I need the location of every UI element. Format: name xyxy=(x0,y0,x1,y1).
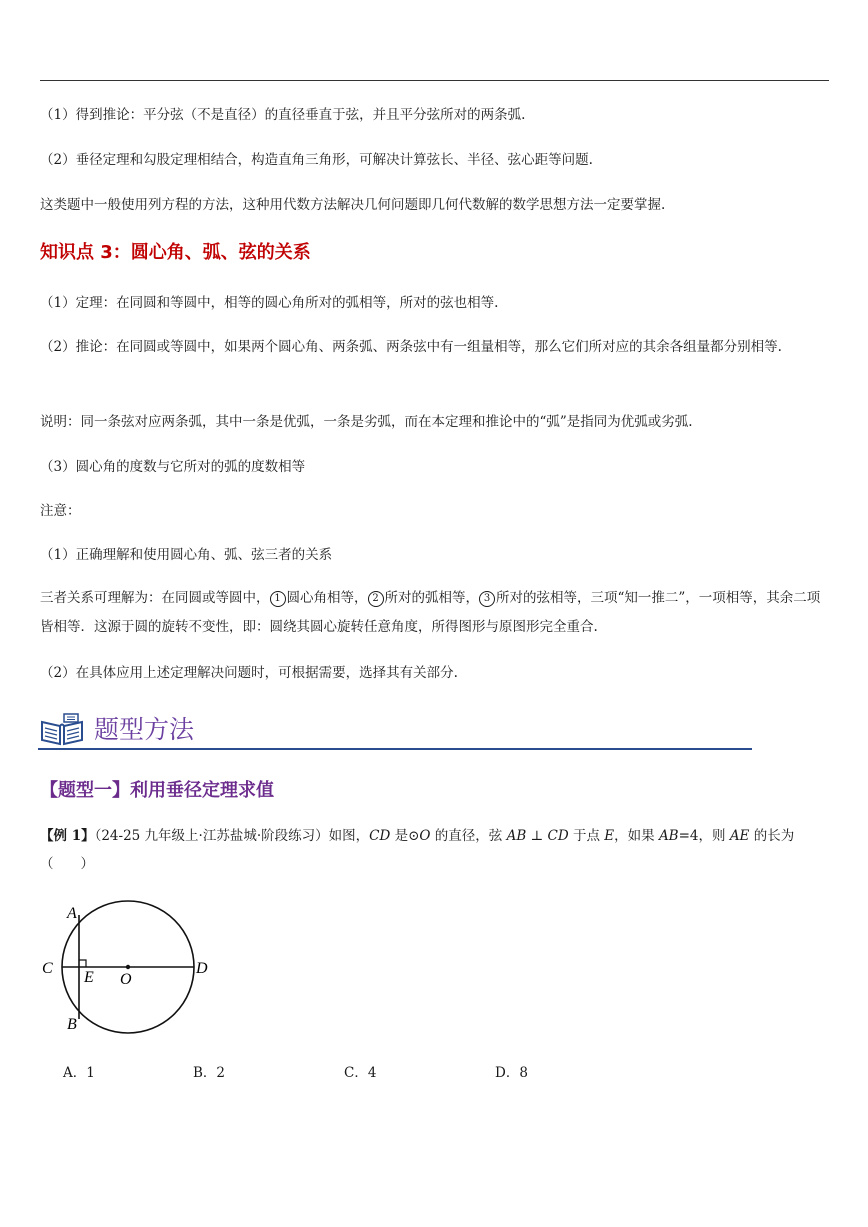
label-e: E xyxy=(84,969,94,986)
paragraph-degree: （3）圆心角的度数与它所对的弧的度数相等 xyxy=(40,459,306,475)
circled-number-3: 3 xyxy=(479,591,495,607)
right-angle-mark xyxy=(79,960,86,967)
circle-diagram xyxy=(40,896,230,1036)
option-a[interactable]: A．1 xyxy=(63,1065,95,1081)
paragraph-note-label: 注意： xyxy=(40,503,81,519)
paragraph-corollary: （1）得到推论：平分弦（不是直径）的直径垂直于弦，并且平分弦所对的两条弧. xyxy=(40,107,526,123)
label-o: O xyxy=(120,971,132,988)
section-title: 题型方法 xyxy=(94,715,195,744)
knowledge-point-3-heading: 知识点 3：圆心角、弧、弦的关系 xyxy=(40,242,311,263)
circled-number-1: 1 xyxy=(270,591,286,607)
option-b[interactable]: B．2 xyxy=(193,1065,226,1081)
label-a: A xyxy=(67,905,77,922)
paragraph-theorem: （1）定理：在同圆和等圆中，相等的圆心角所对的弧相等，所对的弦也相等. xyxy=(40,295,499,311)
book-icon xyxy=(38,710,86,748)
paragraph-relationship: 三者关系可理解为：在同圆或等圆中， 1 圆心角相等， 2 所对的弧相等， 3 所对的弦相等，三项“知一推二”，一项相等，其余二项皆相等．这源于圆的旋转不变性，即：圆绕其圆心旋转任意角度，所得图形与原图形完全重合. xyxy=(40,590,821,635)
label-b: B xyxy=(67,1016,77,1033)
section-underline xyxy=(38,748,752,750)
paragraph-explanation: 说明：同一条弦对应两条弧，其中一条是优弧，一条是劣弧，而在本定理和推论中的“弧”是指同为优弧或劣弧. xyxy=(40,414,693,430)
label-c: C xyxy=(42,960,53,977)
center-point xyxy=(126,965,130,969)
paragraph-pythagoras: （2）垂径定理和勾股定理相结合，构造直角三角形，可解决计算弦长、半径、弦心距等问题. xyxy=(40,152,593,168)
option-c[interactable]: C．4 xyxy=(344,1065,377,1081)
paragraph-inference: （2）推论：在同圆或等圆中，如果两个圆心角、两条弧、两条弦中有一组量相等，那么它们所对应的其余各组量都分别相等. xyxy=(40,339,782,355)
question-type-1-heading: 【题型一】利用垂径定理求值 xyxy=(40,780,274,801)
example-1-question: 【例 1】（24-25 九年级上·江苏盐城·阶段练习）如图，CD 是⊙O 的直径，弦 AB ⊥ CD 于点 E，如果 AB=4，则 AE 的长为（ ） xyxy=(40,828,795,872)
section-header xyxy=(38,706,758,750)
paragraph-note-1: （1）正确理解和使用圆心角、弧、弦三者的关系 xyxy=(40,547,333,563)
option-d[interactable]: D．8 xyxy=(495,1065,528,1081)
paragraph-note-2: （2）在具体应用上述定理解决问题时，可根据需要，选择其有关部分. xyxy=(40,665,458,681)
circled-number-2: 2 xyxy=(368,591,384,607)
paragraph-equation-method: 这类题中一般使用列方程的方法，这种用代数方法解决几何问题即几何代数解的数学思想方法一定要掌握. xyxy=(40,197,666,213)
header-rule xyxy=(40,80,829,81)
label-d: D xyxy=(196,960,208,977)
